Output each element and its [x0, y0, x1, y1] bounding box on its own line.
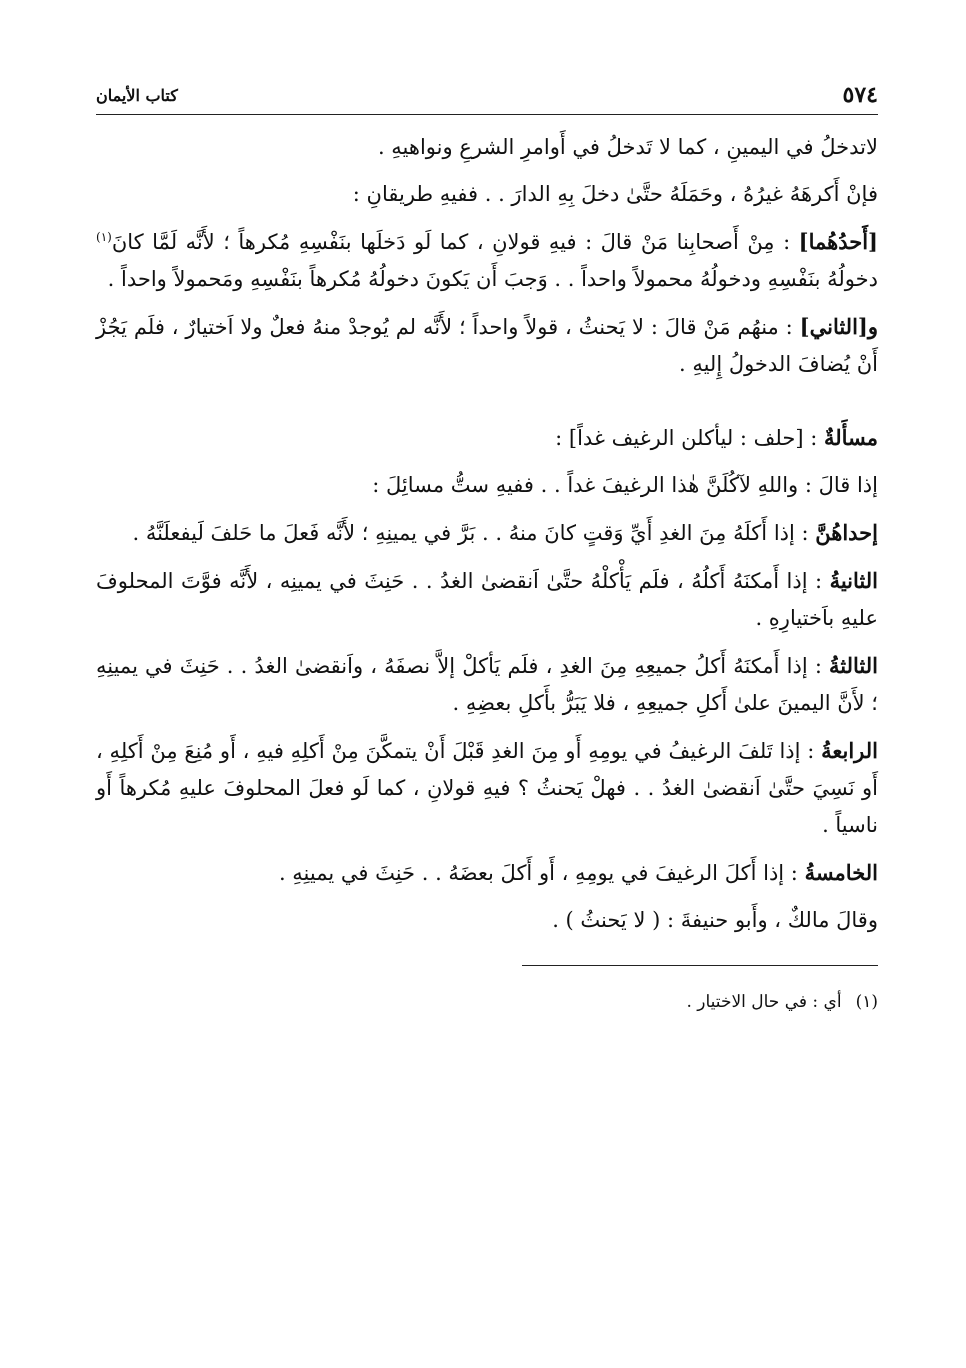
- paragraph-text: : إذا تَلفَ الرغيفُ في يومِهِ أَو مِنَ الغدِ قَبْلَ أَنْ يتمكَّنَ مِنْ أَكلِهِ فيهِ ، أَو مُنِعَ مِنْ أَكلِهِ ، أَو نَسِيَ حتَّىٰ اَنقضىٰ الغدُ . . فهلْ يَحنثُ ؟ فيهِ قولانِ ، كما لَو فعلَ المحلوفَ عليهِ مُكرهاً أَو ناسياً .: [96, 739, 878, 837]
- paragraph-text-continued: دخولُهُ بنَفْسِهِ ودخولُهُ محمولاً واحداً . . وَجبَ أَن يَكونَ دخولُهُ مُكرهاً بنَفْسِهِ ومَحمولاً واحداً .: [107, 267, 878, 291]
- running-title: كتاب الأيمان: [96, 86, 178, 105]
- paragraph-lead: الرابعةُ: [821, 738, 878, 763]
- section-heading-text: : [حلف : ليأكلن الرغيف غداً] :: [555, 426, 824, 450]
- paragraph-text: : مِنْ أَصحابِنا مَنْ قالَ : فيهِ قولانِ ، كما لَو دَخلَها بنَفْسِهِ مُكرهاً ؛ لأَنَّه لَمَّا كانَ: [111, 230, 799, 254]
- paragraph-text: : إذا أَمكنَهُ أَكلُهُ ، فلَم يَأْكلْهُ حتَّىٰ اَنقضىٰ الغدُ . . حَنِثَ في يمينِه ، لأَنَّه فوَّتَ المحلوفَ عليهِ باَختيارِهِ .: [96, 569, 878, 630]
- page-number: ٥٧٤: [842, 82, 878, 108]
- paragraph-lead: [أَحدُهُما]: [798, 229, 878, 254]
- paragraph: [96, 467, 878, 504]
- paragraph-lead: الثالثةُ: [829, 653, 878, 678]
- paragraph: [96, 176, 878, 213]
- paragraph-text: : إذا أَكلَهُ مِنَ الغدِ أَيِّ وَقتٍ كانَ منهُ . . بَرَّ في يمينِهِ ؛ لأَنَّه فَعلَ ما حَلفَ لَيفعلَنَّهُ .: [132, 521, 816, 545]
- page-header: [96, 78, 878, 115]
- book-page: [96, 78, 878, 1016]
- paragraph-lead: إحداهُنَّ: [815, 520, 878, 545]
- paragraph: [96, 129, 878, 166]
- paragraph: [96, 647, 878, 722]
- section-heading: [96, 419, 878, 457]
- footnote-marker: (١): [96, 230, 112, 244]
- paragraph: [216, 902, 878, 939]
- paragraph-text: إذا قالَ : واللهِ لآكُلَنَّ هٰذا الرغيفَ غداً . . ففيهِ ستُّ مسائِلَ :: [372, 473, 878, 497]
- paragraph-text: وقالَ مالكٌ ، وأَبو حنيفةَ : ( لا يَحنثُ ) .: [552, 908, 878, 932]
- paragraph-text: لاتدخلُ في اليمينِ ، كما لا تَدخلُ في أَوامرِ الشرعِ ونواهيهِ .: [377, 135, 878, 159]
- paragraph: [96, 308, 878, 383]
- paragraph-text: : إذا أَمكنَهُ أَكلُ جميعِهِ مِنَ الغدِ ، فلَم يَأكلْ إلاَّ نصفَهُ ، واَنقضىٰ الغدُ . . حَنِثَ في يمينِهِ ؛ لأَنَّ اليمينَ علىٰ أَكلِ جميعِهِ ، فلا يَبَرُّ بأَكلِ بعضِهِ .: [96, 654, 878, 715]
- paragraph-lead: الثانيةُ: [829, 568, 878, 593]
- paragraph-lead: و[الثاني]: [799, 314, 878, 339]
- paragraph: [96, 514, 878, 552]
- paragraph-text: : إذا أَكلَ الرغيفَ في يومِهِ ، أَو أَكلَ بعضَهُ . . حَنِثَ في يمينِهِ .: [278, 861, 805, 885]
- main-text: [96, 129, 878, 939]
- paragraph: [96, 562, 878, 637]
- paragraph: [216, 854, 878, 892]
- footnote-divider: [522, 965, 878, 966]
- paragraph: [96, 223, 878, 298]
- paragraph-text: : منهُم مَنْ قالَ : لا يَحنثُ ، قولاً واحداً ؛ لأَنَّه لم يُوجدْ منهُ فعلٌ ولا اَختيارٌ ، فلَم يَجُزْ أَنْ يُضافَ الدخولُ إِليهِ .: [96, 315, 878, 376]
- paragraph: [96, 732, 878, 844]
- paragraph-text: فإنْ أَكرهَهُ غيرُهُ ، وحَمَلَهُ حتَّىٰ دخلَ بِهِ الدارَ . . ففيهِ طريقانِ :: [352, 182, 878, 206]
- section-heading-lead: مسأَلةٌ: [823, 425, 878, 450]
- paragraph-lead: الخامسةُ: [804, 860, 878, 885]
- footnote: [96, 988, 878, 1016]
- footnote-text: أي : في حال الاختيار .: [686, 992, 842, 1012]
- footnote-number: (١): [855, 992, 878, 1012]
